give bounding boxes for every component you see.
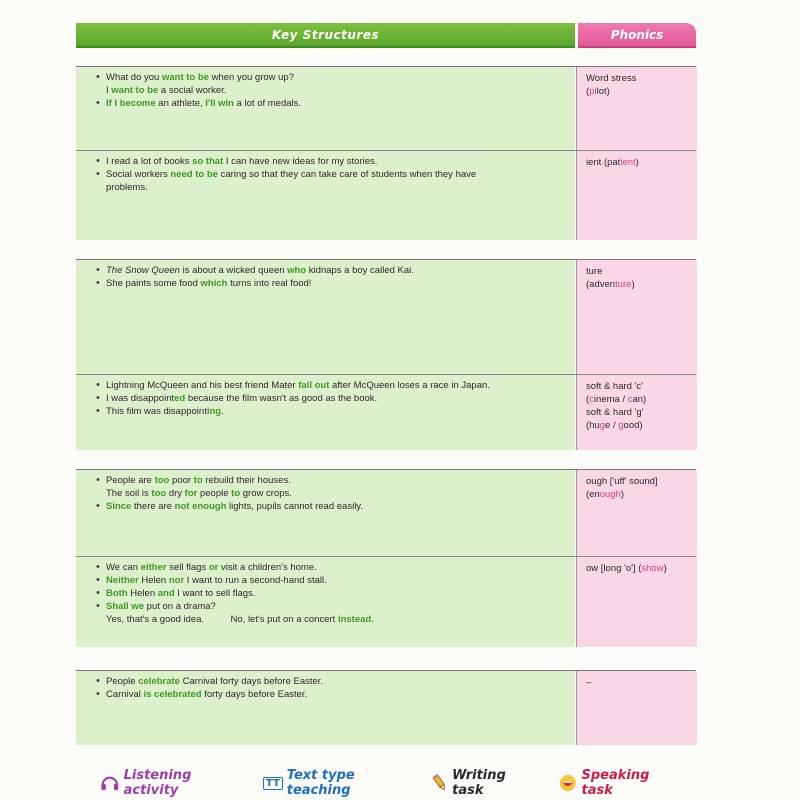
text-segment: forty days before Easter. (201, 689, 308, 700)
highlighted-structure: Since (106, 501, 132, 512)
highlighted-structure: become (119, 98, 156, 109)
phonics-cell (576, 151, 697, 240)
highlighted-structure: fall out (298, 380, 330, 391)
text-segment: e / (605, 420, 619, 431)
text-segment: ture (586, 266, 603, 277)
structure-line (106, 181, 555, 194)
text-segment: ( (586, 394, 590, 405)
highlighted-structure: so that (192, 156, 224, 167)
highlighted-structure: too (151, 488, 167, 499)
text-segment: ) (663, 563, 667, 574)
structure-line (106, 675, 555, 688)
structure-line (106, 600, 555, 613)
text-segment: This film was disappoint (106, 406, 207, 417)
table-row (76, 260, 696, 375)
highlighted-structure: nor (168, 575, 185, 586)
highlighted-structure: or (208, 562, 219, 573)
text-segment: Yes, that's a good idea. No, let's put on a concert (106, 614, 338, 625)
legend-text-type (263, 768, 406, 798)
text-segment: I (111, 98, 120, 109)
key-structures-cell (76, 375, 575, 450)
highlighted-structure: not enough (174, 501, 227, 512)
text-segment: I (106, 85, 112, 96)
unit-block-3 (76, 469, 696, 647)
table-row (76, 557, 696, 647)
text-segment: . (221, 406, 224, 417)
phonics-line (586, 406, 691, 419)
highlighted-structure: ed (174, 393, 186, 404)
text-segment: (adven (586, 279, 616, 290)
text-segment: I was disappoint (106, 393, 175, 404)
highlighted-structure: instead (337, 614, 372, 625)
text-segment: people (197, 488, 232, 499)
text-segment: Lightning McQueen and his best friend Mater (106, 380, 299, 391)
highlighted-structure: to (193, 475, 203, 486)
legend-label: Writing task (452, 768, 506, 798)
text-segment: kidnaps a boy called Kai. (306, 265, 414, 276)
highlighted-structure: want to be (161, 72, 209, 83)
text-segment: We can (106, 562, 141, 573)
text-segment: dry (166, 488, 185, 499)
structure-line (106, 71, 555, 84)
text-segment: ood) (623, 420, 643, 431)
table-row (76, 67, 696, 151)
text-segment: problems. (106, 182, 148, 193)
legend-label: Speaking task (581, 768, 650, 798)
text-segment: I want to run a second-hand stall. (184, 575, 327, 586)
highlighted-structure: and (157, 588, 175, 599)
highlighted-structure: either (140, 562, 167, 573)
highlighted-structure: If (106, 98, 112, 109)
text-segment: ient (pat (586, 157, 621, 168)
structure-line (106, 168, 555, 181)
structure-line (106, 392, 555, 405)
table-header (76, 23, 696, 46)
text-segment: I can have new ideas for my stories. (223, 156, 378, 167)
structure-line (106, 405, 555, 418)
phonics-line (586, 85, 691, 98)
highlighted-structure: celebrate (138, 676, 180, 687)
highlighted-structure: ing (206, 406, 222, 417)
text-segment: ) (631, 279, 635, 290)
text-segment: ) (635, 157, 639, 168)
phonics-line (586, 380, 691, 393)
text-segment: there are (131, 501, 175, 512)
key-structures-cell (76, 151, 575, 240)
structure-line (106, 613, 555, 626)
legend-speaking (558, 768, 674, 798)
highlighted-sound: c (589, 394, 594, 405)
highlighted-sound: c (627, 394, 633, 405)
phonics-line (586, 278, 691, 291)
phonics-line (586, 488, 691, 501)
text-segment: lot) (596, 86, 610, 97)
legend-label: Text type teaching (286, 768, 355, 798)
text-segment: ) (620, 489, 625, 500)
text-segment: grow crops. (240, 488, 292, 499)
unit-block-4 (76, 670, 696, 745)
structure-line (106, 487, 555, 500)
phonics-cell (576, 671, 697, 745)
highlighted-sound: ture (615, 279, 632, 290)
text-segment: lights, pupils cannot read easily. (226, 501, 363, 512)
highlighted-structure: Both (106, 588, 128, 599)
text-segment: ( (586, 86, 590, 97)
text-segment: put on a drama? (144, 601, 216, 612)
legend-writing (432, 768, 532, 798)
unit-block-2 (76, 259, 696, 450)
pencil-icon (432, 773, 448, 793)
phonics-cell (576, 375, 697, 450)
text-segment: when you grow up? (208, 72, 294, 83)
text-segment: I want to sell flags. (174, 588, 256, 599)
phonics-line (586, 475, 691, 488)
table-row (76, 671, 696, 745)
phonics-header: Phonics (578, 23, 696, 48)
key-structures-cell (76, 470, 575, 556)
text-segment: Word stress (586, 73, 637, 84)
phonics-line (586, 419, 691, 432)
text-segment: an athlete, (155, 98, 206, 109)
text-segment: What do you (106, 72, 162, 83)
text-segment: Helen (127, 588, 158, 599)
highlighted-sound: pi (589, 86, 597, 97)
text-segment: She paints some food (106, 278, 201, 289)
phonics-line (586, 562, 691, 575)
highlighted-structure: for (184, 488, 198, 499)
highlighted-structure: is celebrated (143, 689, 202, 700)
text-segment: caring so that they can take care of students when they have (217, 169, 477, 180)
text-segment: rebuild their houses. (202, 475, 291, 486)
highlighted-structure: Neither (106, 575, 139, 586)
text-segment: visit a children's home. (218, 562, 317, 573)
text-segment: (en (586, 489, 600, 500)
phonics-line (586, 156, 691, 169)
phonics-cell (576, 557, 697, 647)
highlighted-sound: g (599, 420, 606, 431)
highlighted-structure: who (287, 265, 307, 276)
highlighted-sound: g (618, 420, 624, 431)
highlighted-structure: want to be (111, 85, 159, 96)
structure-line (106, 264, 555, 277)
highlighted-structure: which (200, 278, 228, 289)
text-segment: soft & hard 'g' (586, 407, 644, 418)
text-segment: a social worker. (158, 85, 227, 96)
structure-line (106, 561, 555, 574)
highlighted-structure: Shall we (106, 601, 145, 612)
text-segment: People (106, 676, 139, 687)
highlighted-structure: I'll win (205, 98, 234, 109)
highlighted-structure: to (231, 488, 241, 499)
text-segment: turns into real food! (227, 278, 312, 289)
phonics-cell (576, 260, 697, 374)
phonics-line (586, 265, 691, 278)
text-segment: The Snow Queen (106, 265, 180, 276)
text-segment: – (586, 677, 592, 688)
text-segment: . (371, 614, 374, 625)
structure-line (106, 574, 555, 587)
legend-listening (100, 768, 237, 798)
text-segment: Carnival (106, 689, 144, 700)
text-segment: sell flags (166, 562, 209, 573)
phonics-line (586, 72, 691, 85)
text-segment: soft & hard 'c' (586, 381, 643, 392)
highlighted-sound: ient (620, 157, 636, 168)
speaking-mouth-icon (558, 773, 578, 793)
text-segment: is about a wicked queen (179, 265, 288, 276)
phonics-cell (576, 470, 697, 556)
text-segment: ow [long 'o'] ( (586, 563, 642, 574)
structure-line (106, 474, 555, 487)
key-structures-cell (76, 557, 575, 647)
highlighted-sound: show (641, 563, 664, 574)
text-segment: (hu (586, 420, 600, 431)
headphones-icon (100, 773, 120, 793)
structure-line (106, 97, 555, 110)
text-segment: because the film wasn't as good as the book. (185, 393, 378, 404)
text-segment: I read a lot of books (106, 156, 193, 167)
highlighted-structure: need to be (170, 169, 218, 180)
table-row (76, 375, 696, 450)
key-structures-cell (76, 67, 575, 150)
text-segment: a lot of medals. (233, 98, 302, 109)
text-segment: after McQueen loses a race in Japan. (329, 380, 490, 391)
highlighted-structure: too (154, 475, 170, 486)
tt-badge-icon: TT (263, 777, 283, 790)
text-segment: Helen (138, 575, 169, 586)
structure-line (106, 277, 555, 290)
text-segment: People are (106, 475, 155, 486)
legend-label: Listening activity (123, 768, 192, 798)
text-segment: an) (632, 394, 647, 405)
text-segment: poor (169, 475, 194, 486)
structure-line (106, 500, 555, 513)
text-segment: Carnival forty days before Easter. (179, 676, 324, 687)
legend (100, 768, 700, 798)
phonics-line (586, 676, 691, 689)
structure-line (106, 84, 555, 97)
phonics-cell (576, 67, 697, 150)
key-structures-cell (76, 671, 575, 745)
text-segment: inema / (593, 394, 628, 405)
structure-line (106, 379, 555, 392)
text-segment: ough ['uff' sound] (586, 476, 658, 487)
structure-line (106, 155, 555, 168)
text-segment: The soil is (106, 488, 152, 499)
unit-block-1 (76, 66, 696, 240)
structure-line (106, 688, 555, 701)
key-structures-cell (76, 260, 575, 374)
table-row (76, 151, 696, 240)
phonics-line (586, 393, 691, 406)
structure-line (106, 587, 555, 600)
key-structures-header: Key Structures (76, 23, 575, 48)
highlighted-sound: ough (599, 489, 621, 500)
text-segment: Social workers (106, 169, 171, 180)
table-row (76, 470, 696, 557)
